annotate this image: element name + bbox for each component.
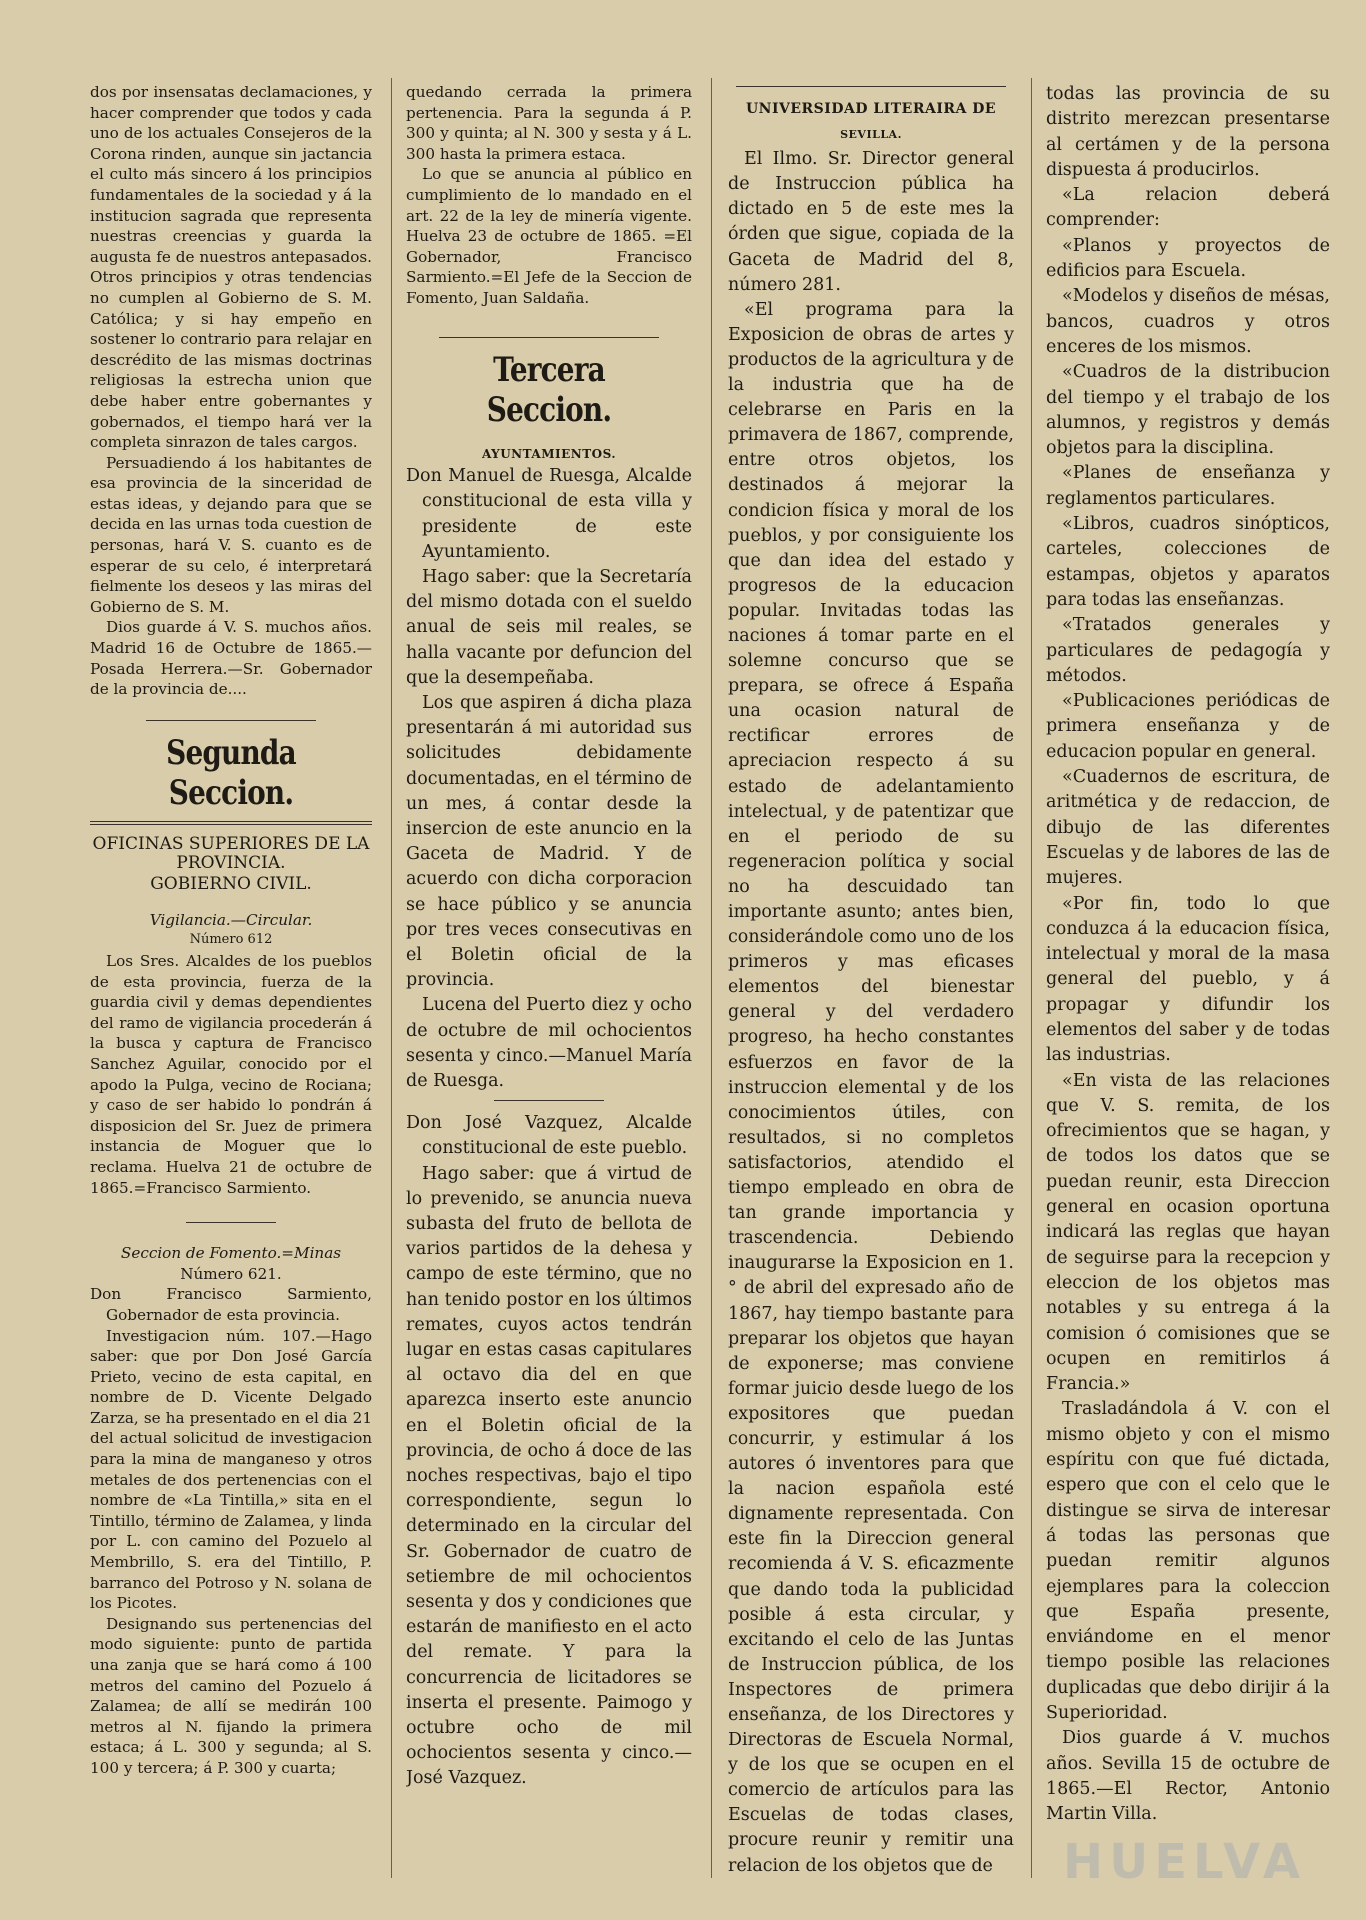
paragraph: Los Sres. Alcaldes de los pueblos de esta provincia, fuerza de la guardia civil y demas dependientes del ramo de vigilancia procederán á la busca y captura de Francisco Sanchez Aguilar, conocido por el apodo la Pulga, vecino de Rociana; y caso de ser habido lo pondrán á disposicion del Sr. Juez de primera instancia de Moguer que lo reclama. Huelva 21 de octubre de 1865.=Francisco Sarmiento. bbox=[90, 952, 372, 1197]
column-1 bbox=[90, 82, 372, 1779]
separator-rule bbox=[439, 337, 659, 338]
paragraph: dos por insensatas declamaciones, y hacer comprender que todos y cada uno de los actuales Consejeros de la Corona rinden, aunque sin jactancia el culto más sincero á los principios fundamentales de la sociedad y á la institucion sagrada que representa nuestras creencias y guarda la augusta fe de nuestros antepasados. Otros principios y otras tendencias no cumplen al Gobierno de S. M. Católica; y si hay empeño en sostener lo contrario para relajar en descrédito de las mismas doctrinas religiosas la estrecha union que debe haber entre gobernantes y gobernados, el tiempo hará ver la completa sinrazon de tales cargos. bbox=[90, 83, 372, 452]
paragraph: «La relacion deberá comprender: bbox=[1046, 185, 1330, 231]
column-divider bbox=[711, 78, 712, 1878]
column-3 bbox=[728, 82, 1014, 1879]
office-heading: OFICINAS SUPERIORES DE LA PROVINCIA. bbox=[92, 833, 370, 873]
paragraph: Dios guarde á V. S. muchos años. Madrid 16 de Octubre de 1865.—Posada Herrera.—Sr. Gobernador de la provincia de.... bbox=[90, 618, 372, 699]
separator-rule bbox=[146, 720, 316, 721]
gov-heading: GOBIERNO CIVIL. bbox=[150, 873, 312, 894]
paragraph: «Publicaciones periódicas de primera enseñanza y de educacion popular en general. bbox=[1046, 691, 1330, 762]
ayuntamientos-heading: AYUNTAMIENTOS. bbox=[481, 446, 617, 461]
vigilancia-heading: Vigilancia.—Circular. bbox=[149, 910, 313, 929]
universidad-heading: UNIVERSIDAD LITERAIRA DE bbox=[745, 101, 997, 117]
paragraph: «Cuadros de la distribucion del tiempo y el trabajo de los alumnos, y registros y demás objetos para la disciplina. bbox=[1046, 362, 1330, 459]
separator-rule bbox=[494, 1100, 604, 1101]
paragraph: Hago saber: que á virtud de lo prevenido, se anuncia nueva subasta del fruto de bellota de varios partidos de la dehesa y campo de este término, que no han tenido postor en los últimos remates, cuyos actos tendrán lugar en estas casas capitulares al octavo dia del en que aparezca inserto este anuncio en el Boletin oficial de la provincia, de ocho á doce de las noches respectivas, bajo el tipo correspondiente, segun lo determinado en la circular del Sr. Gobernador de cuatro de setiembre de mil ochocientos sesenta y dos y condiciones que estarán de manifiesto en el acto del remate. Y para la concurrencia de licitadores se inserta el presente. Paimogo y octubre ocho de mil ochocientos sesenta y cinco.—José Vazquez. bbox=[406, 1163, 692, 1789]
paragraph: «El programa para la Exposicion de obras de artes y productos de la agricultura y de la industria que ha de celebrarse en Paris en la primavera de 1867, comprende, entre otros objetos, los destinados á mejorar la condicion física y moral de los pueblos, y por consiguiente los que dan idea del estado y progresos de la educacion popular. Invitadas todas las naciones á tomar parte en el solemne concurso que se prepara, se ofrece á España una ocasion natural de rectificar errores de apreciacion respecto á su estado de adelantamiento intelectual, y de patentizar que en el periodo de su regeneracion política y social no ha descuidado tan importante asunto; antes bien, considerándole como uno de los primeros y mas eficases elementos del bienestar general y del verdadero progreso, ha hecho constantes esfuerzos en favor de la instruccion elemental y de los conocimientos útiles, con resultados, si no completos satisfactorios, atendido el tiempo empleado en obra de tan grande importancia y trascendencia. Debiendo inaugurarse la Exposicion en 1.° de abril del expresado año de 1867, hay tiempo bastante para preparar los objetos que hayan de exponerse; mas conviene formar juicio desde luego de los expositores que puedan concurrir, y estimular á los autores ó inventores para que la nacion española esté dignamente representada. Con este fin la Direccion general recomienda á V. S. eficazmente que dando toda la publicidad posible á esta circular, y excitando el celo de las Juntas de Instruccion pública, de los Inspectores de primera enseñanza, de los Directores y Directoras de Escuela Normal, y de los que se ocupen en el comercio de artículos para las Escuelas de todas clases, procure reunir y remitir una relacion de los objetos que de bbox=[728, 299, 1014, 1876]
paragraph: Trasladándola á V. con el mismo objeto y con el mismo espíritu con que fué dictada, espero que con el celo que le distingue se sirva de interesar á todas las personas que puedan remitir algunos ejemplares para la coleccion que España presente, enviándome en el menor tiempo posible las relaciones duplicadas que debo dirijir á la Superioridad. bbox=[1046, 1399, 1330, 1723]
paragraph: «Modelos y diseños de mésas, bancos, cuadros y otros enceres de los mismos. bbox=[1046, 286, 1330, 357]
paragraph: Designando sus pertenencias del modo siguiente: punto de partida una zanja que se hará como á 100 metros del camino del Pozuelo á Zalamea; de allí se medirán 100 metros al N. fijando la primera estaca; á L. 300 y segunda; al S. 100 y tercera; á P. 300 y cuarta; bbox=[90, 1614, 372, 1777]
paragraph: Lucena del Puerto diez y ocho de octubre de mil ochocientos sesenta y cinco.—Manuel María de Ruesga. bbox=[406, 995, 692, 1091]
numero-621: Número 621. bbox=[180, 1264, 282, 1283]
paragraph: Don Francisco Sarmiento, Gobernador de esta provincia. bbox=[90, 1285, 372, 1324]
paragraph: «Cuadernos de escritura, de aritmética y de redaccion, de dibujo de las diferentes Escuelas y de labores de las de mujeres. bbox=[1046, 767, 1330, 889]
column-2 bbox=[406, 82, 692, 1792]
fomento-heading: Seccion de Fomento.=Minas bbox=[120, 1244, 342, 1263]
paragraph: Investigacion núm. 107.—Hago saber: que por Don José García Prieto, vecino de esta capital, en nombre de D. Vicente Delgado Zarza, se ha presentado en el dia 21 del actual solicitud de investigacion para la mina de manganeso y otros metales de dos pertenencias con el nombre de «La Tintilla,» sita en el Tintillo, término de Zalamea, y linda por L. con camino del Pozuelo al Membrillo, S. era del Tintillo, P. barranco del Potroso y N. solana de los Picotes. bbox=[90, 1326, 372, 1613]
paragraph: El Ilmo. Sr. Director general de Instruccion pública ha dictado en 5 de este mes la órden que sigue, copiada de la Gaceta de Madrid del 8, número 281. bbox=[728, 149, 1014, 295]
column-divider bbox=[391, 78, 392, 1878]
paragraph: «Planos y proyectos de edificios para Escuela. bbox=[1046, 235, 1330, 282]
sevilla-heading: SEVILLA. bbox=[840, 128, 902, 142]
section-title-segunda: Segunda Seccion. bbox=[166, 732, 296, 813]
paragraph: todas las provincia de su distrito merezcan presentarse al certámen y de la persona dispuesta á producirlos. bbox=[1046, 84, 1330, 180]
column-4 bbox=[1046, 82, 1330, 1827]
paragraph: «En vista de las relaciones que V. S. remita, de los ofrecimientos que se hagan, y de todos los datos que se puedan reunir, esta Direccion general en ocasion oportuna indicará las reglas que hayan de seguirse para la recepcion y eleccion de los objetos mas notables y su entrega á la comision ó comisiones que se ocupen en remitirlos á Francia.» bbox=[1046, 1070, 1330, 1395]
paragraph: «Planes de enseñanza y reglamentos particulares. bbox=[1046, 463, 1330, 509]
double-rule bbox=[90, 821, 372, 825]
paragraph: Dios guarde á V. muchos años. Sevilla 15 de octubre de 1865.—El Rector, Antonio Martin Villa. bbox=[1046, 1728, 1330, 1825]
separator-rule bbox=[186, 1222, 276, 1223]
paragraph: «Tratados generales y particulares de pedagogía y métodos. bbox=[1046, 615, 1330, 686]
paragraph: Lo que se anuncia al público en cumplimiento de lo mandado en el art. 22 de la ley de minería vigente. Huelva 23 de octubre de 1865. =El Gobernador, Francisco Sarmiento.=El Jefe de la Seccion de Fomento, Juan Saldaña. bbox=[406, 165, 692, 307]
separator-rule bbox=[736, 86, 1006, 87]
column-divider bbox=[1031, 78, 1032, 1878]
numero-612: Número 612 bbox=[189, 932, 273, 948]
watermark-logo: HUELVA bbox=[1063, 1834, 1306, 1890]
paragraph: Don José Vazquez, Alcalde constitucional de este pueblo. bbox=[406, 1113, 692, 1159]
paragraph: Don Manuel de Ruesga, Alcalde constitucional de esta villa y presidente de este Ayuntamiento. bbox=[406, 466, 692, 562]
section-title-tercera: Tercera Seccion. bbox=[486, 349, 612, 430]
paragraph: «Por fin, todo lo que conduzca á la educacion física, intelectual y moral de la masa general del pueblo, y á propagar y difundir los elementos del saber y de todas las industrias. bbox=[1046, 893, 1330, 1066]
paragraph: quedando cerrada la primera pertenencia. Para la segunda á P. 300 y quinta; al N. 300 y sesta y á L. 300 hasta la primera estaca. bbox=[406, 83, 692, 163]
paragraph: Los que aspiren á dicha plaza presentarán á mi autoridad sus solicitudes debidamente documentadas, en el término de un mes, á contar desde la insercion de este anuncio en la Gaceta de Madrid. Y de acuerdo con dicha corporacion se hace público y se anuncia por tres veces consecutivas en el Boletin oficial de la provincia. bbox=[406, 692, 692, 991]
paragraph: «Libros, cuadros sinópticos, carteles, colecciones de estampas, objetos y aparatos para todas las enseñanzas. bbox=[1046, 514, 1330, 610]
paragraph: Hago saber: que la Secretaría del mismo dotada con el sueldo anual de seis mil reales, se halla vacante por defuncion del que la desempeñaba. bbox=[406, 566, 692, 688]
paragraph: Persuadiendo á los habitantes de esa provincia de la sinceridad de estas ideas, y dejando para que se decida en las urnas toda cuestion de personas, hará V. S. cuanto es de esperar de su celo, é interpretará fielmente los deseos y las miras del Gobierno de S. M. bbox=[90, 453, 372, 616]
